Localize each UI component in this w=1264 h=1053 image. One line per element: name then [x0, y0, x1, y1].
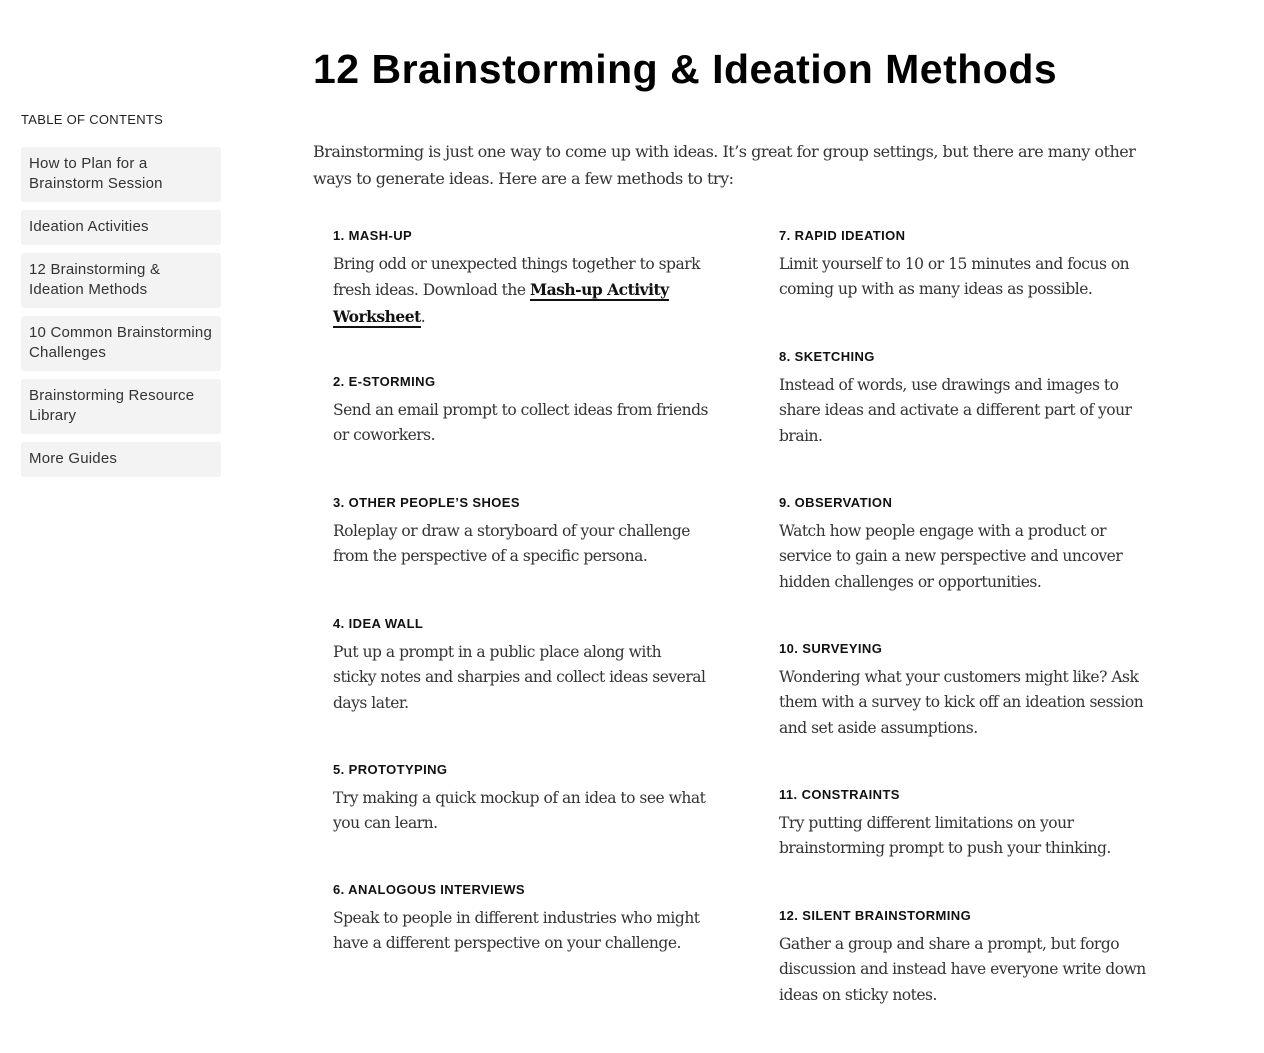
toc-item-brainstorming-ideation-methods[interactable]: 12 Brainstorming & Ideation Methods [21, 253, 221, 308]
method-title: 9. OBSERVATION [779, 495, 893, 510]
method-description: Try putting different limitations on your brainstorming prompt to push your thinking. [779, 814, 1111, 858]
method-title: 2. E-STORMING [333, 374, 436, 389]
method-description: Try making a quick mockup of an idea to see what you can learn. [333, 789, 706, 833]
method-title: 4. IDEA WALL [333, 616, 424, 631]
toc-item-ideation-activities[interactable]: Ideation Activities [21, 210, 221, 245]
method-title: 6. ANALOGOUS INTERVIEWS [333, 882, 525, 897]
method-title: 11. CONSTRAINTS [779, 787, 900, 802]
method-title: 5. PROTOTYPING [333, 762, 448, 777]
toc-list [21, 147, 221, 477]
method-description: Limit yourself to 10 or 15 minutes and focus on coming up with as many ideas as possible. [779, 255, 1130, 299]
method-description: Put up a prompt in a public place along with sticky notes and sharpies and collect ideas several days later. [333, 643, 706, 712]
toc-item-plan-brainstorm-session[interactable]: How to Plan for a Brainstorm Session [21, 147, 221, 202]
toc-item-more-guides[interactable]: More Guides [21, 442, 221, 477]
method-idea-wall [333, 616, 708, 716]
method-description-text: . [420, 307, 426, 326]
method-other-peoples-shoes [333, 495, 708, 570]
intro-paragraph: Brainstorming is just one way to come up with ideas. It’s great for group settings, but there are many other ways to generate ideas. Here are a few methods to try: [313, 142, 1136, 188]
method-title: 8. SKETCHING [779, 349, 875, 364]
method-description: Watch how people engage with a product or service to gain a new perspective and uncover hidden challenges or opportunities. [779, 522, 1123, 591]
method-description-text: Bring odd or unexpected things together to spark fresh ideas. Download the [333, 255, 701, 300]
method-title: 12. SILENT BRAINSTORMING [779, 908, 972, 923]
method-title: 7. RAPID IDEATION [779, 228, 906, 243]
method-title: 1. MASH-UP [333, 228, 413, 243]
page-title: 12 Brainstorming & Ideation Methods [313, 46, 1058, 92]
toc-heading: TABLE OF CONTENTS [21, 112, 164, 127]
method-description [333, 252, 708, 330]
method-observation [779, 495, 1154, 595]
method-description: Instead of words, use drawings and images to share ideas and activate a different part of your brain. [779, 376, 1132, 445]
table-of-contents [21, 112, 221, 485]
method-analogous-interviews [333, 882, 708, 957]
toc-item-common-challenges[interactable]: 10 Common Brainstorming Challenges [21, 316, 221, 371]
method-rapid-ideation [779, 228, 1154, 303]
main-content [313, 44, 1163, 1004]
method-surveying [779, 641, 1154, 741]
method-description: Roleplay or draw a storyboard of your challenge from the perspective of a specific persona. [333, 522, 690, 566]
method-constraints [779, 787, 1154, 862]
method-sketching [779, 349, 1154, 449]
method-description: Gather a group and share a prompt, but forgo discussion and instead have everyone write down ideas on sticky notes. [779, 935, 1146, 1004]
method-description: Wondering what your customers might like? Ask them with a survey to kick off an ideation session and set aside assumptions. [779, 668, 1144, 737]
toc-item-resource-library[interactable]: Brainstorming Resource Library [21, 379, 221, 434]
method-description: Speak to people in different industries who might have a different perspective on your challenge. [333, 909, 700, 953]
method-title: 3. OTHER PEOPLE’S SHOES [333, 495, 520, 510]
method-mash-up [333, 228, 708, 330]
method-silent-brainstorming [779, 908, 1154, 1008]
method-e-storming [333, 374, 708, 449]
method-description: Send an email prompt to collect ideas from friends or coworkers. [333, 401, 709, 445]
method-prototyping [333, 762, 708, 837]
method-title: 10. SURVEYING [779, 641, 883, 656]
mash-up-worksheet-link[interactable]: Mash-up Activity Worksheet [333, 280, 669, 326]
